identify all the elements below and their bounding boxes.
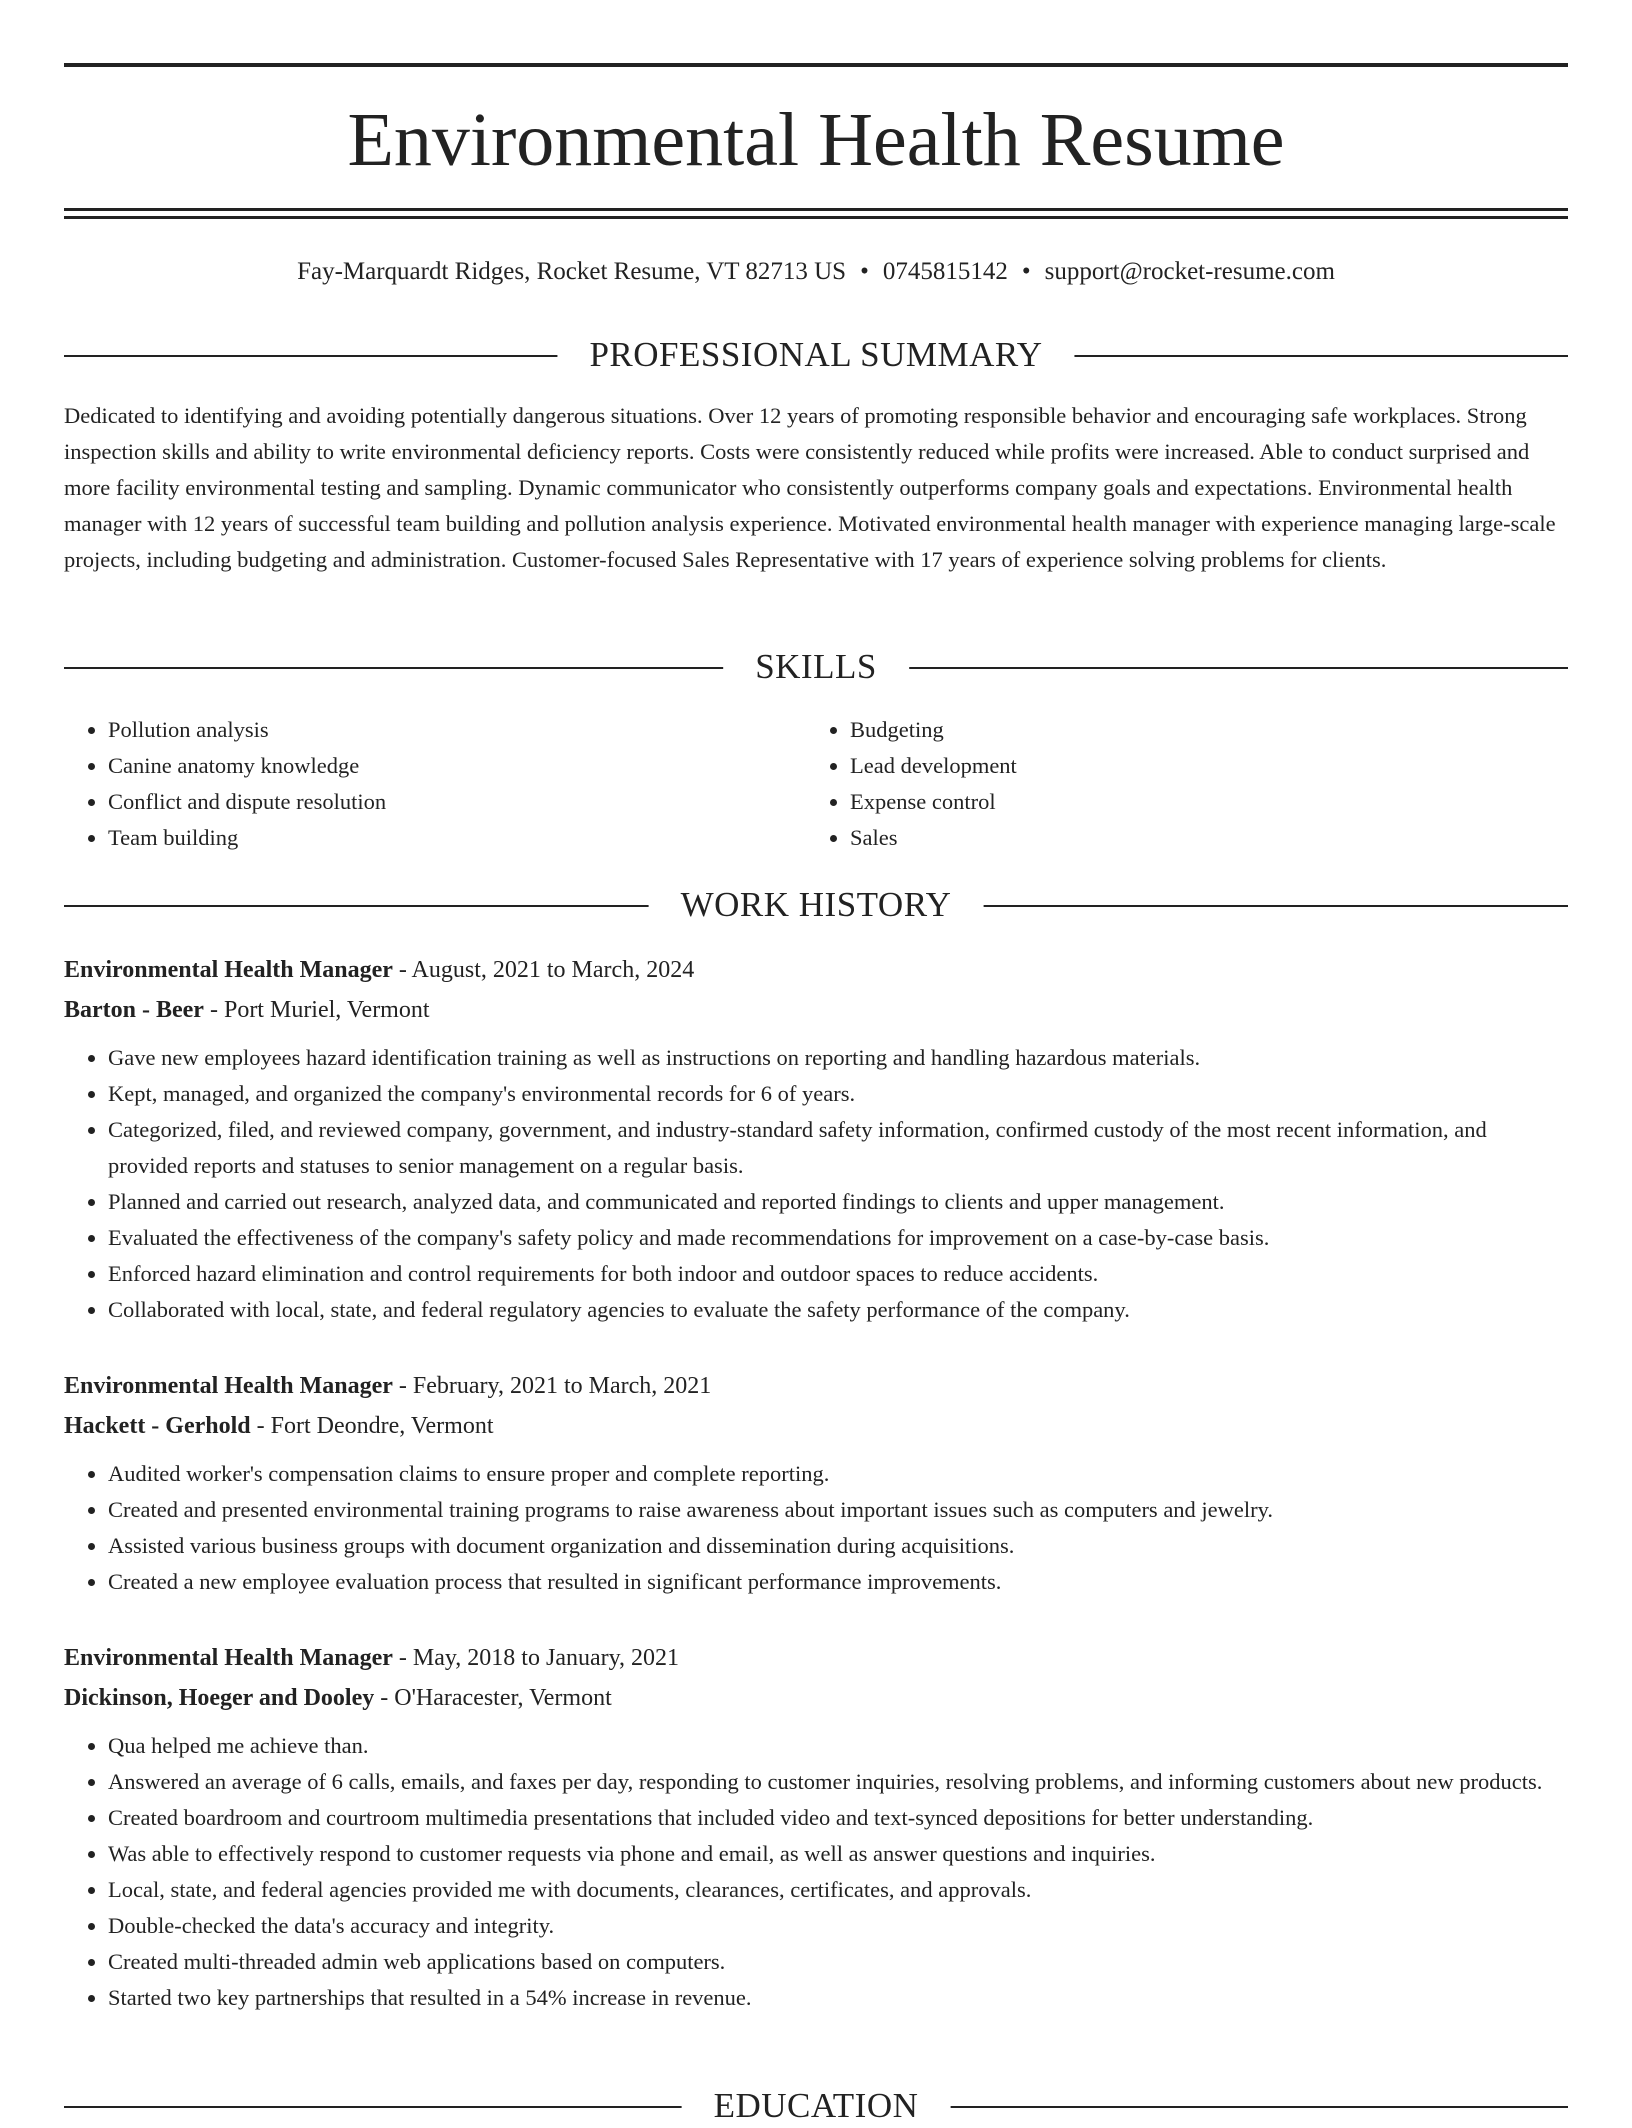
job-title-line: Environmental Health Manager - May, 2018 to January, 2021 (64, 1645, 680, 1671)
job-location: Fort Deondre, Vermont (270, 1413, 494, 1439)
skills-list (64, 712, 1568, 856)
job-bullet: • Qua helped me achieve than. (108, 1728, 1568, 1764)
section-title: PROFESSIONAL SUMMARY (557, 333, 1074, 377)
skill-item: • Conflict and dispute resolution (108, 784, 806, 820)
contact-address: Fay-Marquardt Ridges, Rocket Resume, VT 82713 US (297, 258, 847, 285)
header-top-rule (64, 63, 1568, 67)
section-header-summary (64, 333, 1568, 377)
skill-item: • Canine anatomy knowledge (108, 748, 806, 784)
contact-phone: 0745815142 (882, 258, 1008, 285)
section-title: EDUCATION (682, 2084, 951, 2128)
resume-title: Environmental Health Resume (347, 98, 1285, 182)
job-dates: August, 2021 to March, 2024 (411, 957, 695, 983)
job-bullets (64, 1040, 1568, 1328)
skill-item: • Sales (850, 820, 1548, 856)
job-company: Hackett - Gerhold (64, 1413, 251, 1439)
job-bullet: • Audited worker's compensation claims to ensure proper and complete reporting. (108, 1456, 1568, 1492)
job-company-line: Dickinson, Hoeger and Dooley - O'Haracester, Vermont (64, 1685, 612, 1711)
job-bullet: • Created a new employee evaluation process that resulted in significant performance improvements. (108, 1564, 1568, 1600)
skills-column-left (64, 712, 806, 856)
job-company-line: Hackett - Gerhold - Fort Deondre, Vermont (64, 1413, 494, 1439)
job-title: Environmental Health Manager (64, 1645, 393, 1671)
job-bullet: • Created multi-threaded admin web applications based on computers. (108, 1944, 1568, 1980)
job-location: O'Haracester, Vermont (394, 1685, 612, 1711)
section-header-work-history (64, 883, 1568, 927)
job-company-line: Barton - Beer - Port Muriel, Vermont (64, 997, 430, 1023)
contact-line (64, 254, 1568, 290)
contact-email: support@rocket-resume.com (1044, 258, 1335, 285)
skill-item: • Lead development (850, 748, 1548, 784)
job-bullet: • Categorized, filed, and reviewed company, government, and industry-standard safety information, confirmed custody of the most recent information, and provided reports and statuses to senior management on a regular basis. (108, 1112, 1568, 1184)
job-bullet: • Assisted various business groups with document organization and dissemination during acquisitions. (108, 1528, 1568, 1564)
section-header-skills (64, 645, 1568, 689)
job-bullets (64, 1728, 1568, 2016)
skill-item: • Expense control (850, 784, 1548, 820)
job-entry (64, 950, 1568, 1328)
job-bullet: • Kept, managed, and organized the company's environmental records for 6 of years. (108, 1076, 1568, 1112)
job-dates: May, 2018 to January, 2021 (412, 1645, 680, 1671)
job-bullet: • Local, state, and federal agencies provided me with documents, clearances, certificates, and approvals. (108, 1872, 1568, 1908)
job-title-line: Environmental Health Manager - February, 2021 to March, 2021 (64, 1373, 712, 1399)
job-bullet: • Double-checked the data's accuracy and integrity. (108, 1908, 1568, 1944)
job-bullet: • Gave new employees hazard identification training as well as instructions on reporting and handling hazardous materials. (108, 1040, 1568, 1076)
job-bullets (64, 1456, 1568, 1600)
job-bullet: • Answered an average of 6 calls, emails, and faxes per day, responding to customer inquiries, resolving problems, and informing customers about new products. (108, 1764, 1568, 1800)
contact-separator: • (860, 258, 869, 285)
job-title-line: Environmental Health Manager - August, 2021 to March, 2024 (64, 957, 695, 983)
job-location: Port Muriel, Vermont (223, 997, 430, 1023)
job-entry (64, 1638, 1568, 2016)
job-bullet: • Was able to effectively respond to customer requests via phone and email, as well as answer questions and inquiries. (108, 1836, 1568, 1872)
section-title: WORK HISTORY (649, 883, 984, 927)
skill-item: • Budgeting (850, 712, 1548, 748)
contact-separator: • (1021, 258, 1031, 285)
header-double-rule-upper (64, 208, 1568, 211)
header-double-rule-lower (64, 216, 1568, 219)
job-bullet: • Created boardroom and courtroom multimedia presentations that included video and text-synced depositions for better understanding. (108, 1800, 1568, 1836)
job-bullet: • Collaborated with local, state, and federal regulatory agencies to evaluate the safety performance of the company. (108, 1292, 1568, 1328)
section-header-education (64, 2084, 1568, 2128)
job-title: Environmental Health Manager (64, 1373, 393, 1399)
section-title: SKILLS (723, 645, 909, 689)
job-company: Barton - Beer (64, 997, 204, 1023)
job-bullet: • Enforced hazard elimination and control requirements for both indoor and outdoor spaces to reduce accidents. (108, 1256, 1568, 1292)
job-bullet: • Started two key partnerships that resulted in a 54% increase in revenue. (108, 1980, 1568, 2016)
professional-summary-text: Dedicated to identifying and avoiding potentially dangerous situations. Over 12 years of promoting responsible behavior and encouraging safe workplaces. Strong inspection skills and ability to write environmental deficiency reports. Costs were consistently reduced while profits were increased. Able to conduct surprised and more facility environmental testing and sampling. Dynamic communicator who consistently outperforms company goals and expectations. Environmental health manager with 12 years of successful team building and pollution analysis experience. Motivated environmental health manager with experience managing large-scale projects, including budgeting and administration. Customer-focused Sales Representative with 17 years of experience solving problems for clients. (64, 403, 1556, 572)
job-bullet: • Created and presented environmental training programs to raise awareness about important issues such as computers and jewelry. (108, 1492, 1568, 1528)
job-company: Dickinson, Hoeger and Dooley (64, 1685, 375, 1711)
job-bullet: • Planned and carried out research, analyzed data, and communicated and reported findings to clients and upper management. (108, 1184, 1568, 1220)
skill-item: • Team building (108, 820, 806, 856)
job-title: Environmental Health Manager (64, 957, 393, 983)
job-dates: February, 2021 to March, 2021 (412, 1373, 712, 1399)
skill-item: • Pollution analysis (108, 712, 806, 748)
job-entry (64, 1366, 1568, 1600)
job-bullet: • Evaluated the effectiveness of the company's safety policy and made recommendations for improvement on a case-by-case basis. (108, 1220, 1568, 1256)
skills-column-right (806, 712, 1548, 856)
